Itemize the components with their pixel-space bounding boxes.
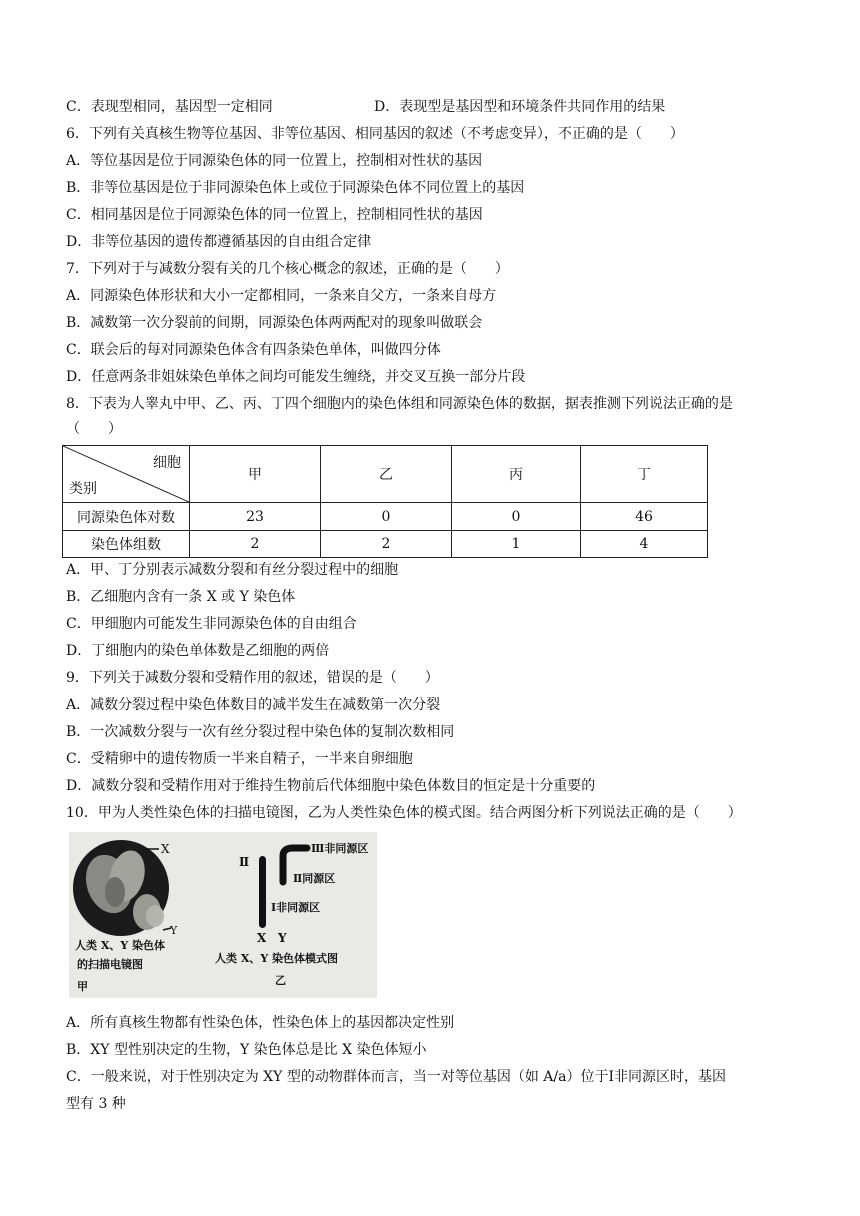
table-cell: 0 xyxy=(321,503,452,531)
cell-data-table xyxy=(62,445,708,558)
col-header: 甲 xyxy=(190,446,321,503)
sem-x-label: X xyxy=(161,842,170,856)
q8-option-b: B．乙细胞内含有一条 X 或 Y 染色体 xyxy=(66,589,296,605)
q8-option-c: C．甲细胞内可能发生非同源染色体的自由组合 xyxy=(66,616,357,632)
row-label: 染色体组数 xyxy=(63,531,190,558)
question-10: 10．甲为人类性染色体的扫描电镜图，乙为人类性染色体的模式图。结合两图分析下列说法正确的是（ ） xyxy=(66,805,742,821)
table-cell: 46 xyxy=(581,503,708,531)
jia-caption-2: 的扫描电镜图 xyxy=(77,958,143,971)
table-corner-cell xyxy=(63,446,190,503)
question-8: 8．下表为人睾丸中甲、乙、丙、丁四个细胞内的染色体组和同源染色体的数据，据表推测下列说法正确的是 xyxy=(66,396,733,412)
q5-option-d: D．表现型是基因型和环境条件共同作用的结果 xyxy=(374,99,666,115)
question-9: 9．下列关于减数分裂和受精作用的叙述，错误的是（ ） xyxy=(66,670,439,686)
table-cell: 2 xyxy=(190,531,321,558)
table-cell: 0 xyxy=(452,503,581,531)
question-7: 7．下列对于与减数分裂有关的几个核心概念的叙述，正确的是（ ） xyxy=(66,261,509,277)
roman-ii-label: Ⅱ xyxy=(239,855,250,869)
table-cell: 23 xyxy=(190,503,321,531)
col-header: 丁 xyxy=(581,446,708,503)
q6-option-d: D．非等位基因的遗传都遵循基因的自由组合定律 xyxy=(66,234,372,250)
question-6: 6．下列有关真核生物等位基因、非等位基因、相同基因的叙述（不考虑变异），不正确的是（ ） xyxy=(66,126,684,142)
table-row xyxy=(63,531,708,558)
q9-option-d: D．减数分裂和受精作用对于维持生物前后代体细胞中染色体数目的恒定是十分重要的 xyxy=(66,778,596,794)
q10-option-c-line1: C．一般来说，对于性别决定为 XY 型的动物群体而言，当一对等位基因（如 A/a）位于Ⅰ非同源区时，基因 xyxy=(66,1069,726,1085)
table-cell: 4 xyxy=(581,531,708,558)
q6-option-a: A．等位基因是位于同源染色体的同一位置上，控制相对性状的基因 xyxy=(66,153,483,169)
corner-bottom-label: 类别 xyxy=(69,481,97,497)
q9-option-a: A．减数分裂过程中染色体数目的减半发生在减数第一次分裂 xyxy=(66,697,441,713)
q10-option-b: B．XY 型性别决定的生物，Y 染色体总是比 X 染色体短小 xyxy=(66,1042,427,1058)
table-cell: 2 xyxy=(321,531,452,558)
q9-option-c: C．受精卵中的遗传物质一半来自精子，一半来自卵细胞 xyxy=(66,751,413,767)
region-iii-label: Ⅲ非同源区 xyxy=(311,842,369,855)
jia-caption-1: 人类 X、Y 染色体 xyxy=(75,939,166,952)
q9-option-b: B．一次减数分裂与一次有丝分裂过程中染色体的复制次数相同 xyxy=(66,724,455,740)
q7-option-d: D．任意两条非姐妹染色单体之间均可能发生缠绕，并交叉互换一部分片段 xyxy=(66,369,526,385)
x-chromosome-model xyxy=(259,856,266,928)
q5-option-c: C．表现型相同，基因型一定相同 xyxy=(66,99,273,115)
sem-y-label: Y xyxy=(170,924,178,937)
yi-caption: 人类 X、Y 染色体模式图 xyxy=(215,952,339,965)
model-x-label: X xyxy=(257,931,267,945)
row-label: 同源染色体对数 xyxy=(63,503,190,531)
yi-label: 乙 xyxy=(275,974,286,987)
region-i-label: Ⅰ非同源区 xyxy=(271,901,321,914)
question-8-bracket: （ ） xyxy=(66,421,122,437)
q7-option-b: B．减数第一次分裂前的间期，同源染色体两两配对的现象叫做联会 xyxy=(66,315,483,331)
q8-option-a: A．甲、丁分别表示减数分裂和有丝分裂过程中的细胞 xyxy=(66,562,399,578)
table-cell: 1 xyxy=(452,531,581,558)
chromosome-figure xyxy=(69,832,377,998)
model-y-label: Y xyxy=(278,931,287,945)
jia-label: 甲 xyxy=(77,980,88,993)
col-header: 乙 xyxy=(321,446,452,503)
q7-option-a: A．同源染色体形状和大小一定都相同，一条来自父方，一条来自母方 xyxy=(66,288,497,304)
table-row xyxy=(63,503,708,531)
q6-option-b: B．非等位基因是位于非同源染色体上或位于同源染色体不同位置上的基因 xyxy=(66,180,525,196)
q10-option-c-line2: 型有 3 种 xyxy=(66,1096,126,1112)
q6-option-c: C．相同基因是位于同源染色体的同一位置上，控制相同性状的基因 xyxy=(66,207,483,223)
q10-option-a: A．所有真核生物都有性染色体，性染色体上的基因都决定性别 xyxy=(66,1015,455,1031)
q7-option-c: C．联会后的每对同源染色体含有四条染色单体，叫做四分体 xyxy=(66,342,441,358)
q8-option-d: D．丁细胞内的染色单体数是乙细胞的两倍 xyxy=(66,643,330,659)
corner-top-label: 细胞 xyxy=(153,455,181,471)
region-ii-label: Ⅱ同源区 xyxy=(293,872,336,885)
col-header: 丙 xyxy=(452,446,581,503)
